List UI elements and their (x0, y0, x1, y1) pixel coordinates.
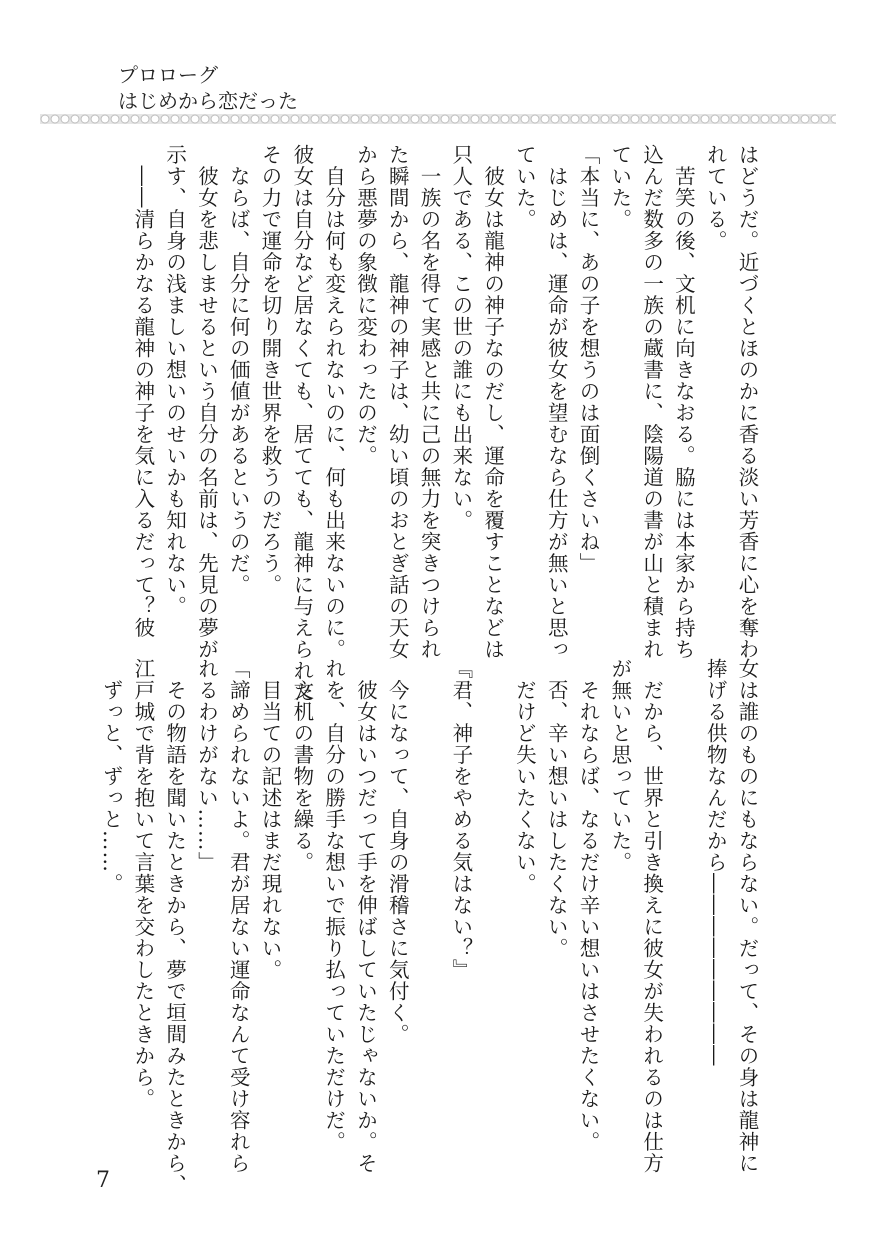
blank-column (476, 658, 508, 1138)
text-column: その物語を聞いたときから、夢で垣間みたときから、 (162, 658, 187, 1196)
text-column: 彼女はいつだって手を伸ばしていたじゃないか。そ (353, 658, 378, 1174)
chapter-title: プロローグ (118, 63, 218, 87)
text-column: た瞬間から、龍神の神子は、幼い頃のおとぎ話の天女 (385, 144, 410, 660)
text-column: れている。 (703, 144, 728, 252)
text-block-top (126, 144, 762, 703)
text-column: れるわけがない……」 (194, 658, 219, 873)
text-column: ならば、自分に何の価値があるというのだ。 (226, 144, 251, 596)
text-column: ていた。 (607, 144, 632, 230)
text-column: 「諦められないよ。君が居ない運命なんて受け容れら (226, 658, 251, 1174)
ornamental-divider (40, 112, 836, 126)
text-column: から悪夢の象徴に変わったのだ。 (353, 144, 378, 467)
text-column: れを、自分の勝手な想いで振り払っていただけだ。 (321, 658, 346, 1153)
scallop-border-icon (40, 112, 836, 126)
text-column: 江戸城で背を抱いて言葉を交わしたときから。 (130, 658, 155, 1110)
text-column: 彼女は龍神の神子なのだし、運命を覆すことなどは (480, 144, 505, 660)
chapter-subtitle: はじめから恋だった (118, 89, 298, 113)
text-column: 否、辛い想いはしたくない。 (544, 658, 569, 959)
blank-column (667, 658, 699, 1138)
text-column: 『君、神子をやめる気はない？』 (448, 658, 473, 981)
text-column: が無いと思っていた。 (607, 658, 632, 873)
text-column: だから、世界と引き換えに彼女が失われるのは仕方 (639, 658, 664, 1174)
page-number: 7 (96, 1168, 110, 1193)
blank-column (412, 658, 444, 1138)
text-column: 込んだ数多の一族の蔵書に、陰陽道の書が山と積まれ (639, 144, 664, 660)
text-column: 彼女は自分など居なくても、居てても、龍神に与えられた (289, 144, 314, 703)
text-column: ――清らかなる龍神の神子を気に入るだって？彼 (130, 144, 155, 639)
text-column: 目当ての記述はまだ現れない。 (258, 658, 283, 981)
text-column: その力で運命を切り開き世界を救うのだろう。 (258, 144, 283, 596)
text-column: 文机の書物を繰る。 (289, 658, 314, 873)
text-column: 今になって、自身の滑稽さに気付く。 (385, 658, 410, 1045)
chapter-header (118, 62, 298, 114)
text-column: だけど失いたくない。 (512, 658, 537, 895)
text-column: それならば、なるだけ辛い想いはさせたくない。 (576, 658, 601, 1153)
text-column: はじめは、運命が彼女を望むなら仕方が無いと思っ (544, 144, 569, 660)
text-column: ずっと、ずっと……。 (99, 658, 124, 895)
text-column: 示す、自身の浅ましい想いのせいかも知れない。 (162, 144, 187, 617)
text-column: はどうだ。近づくとほのかに香る淡い芳香に心を奪わ (735, 144, 759, 660)
text-column: 只人である、この世の誰にも出来ない。 (448, 144, 473, 531)
text-column: 彼女を悲しませるという自分の名前は、先見の夢が (194, 144, 219, 660)
text-column: 自分は何も変えられないのに、何も出来ないのに。 (321, 144, 346, 660)
text-block-bottom (94, 658, 762, 1196)
text-column: 「本当に、あの子を想うのは面倒くさいね」 (576, 144, 601, 574)
text-column: 一族の名を得て実感と共に己の無力を突きつけられ (417, 144, 442, 660)
text-column: 苦笑の後、文机に向きなおる。脇には本家から持ち (671, 144, 696, 660)
text-column: ていた。 (512, 144, 537, 230)
text-column: 捧げる供物なんだから――――――――― (703, 658, 728, 1067)
text-column: 女は誰のものにもならない。だって、その身は龍神に (735, 658, 759, 1174)
